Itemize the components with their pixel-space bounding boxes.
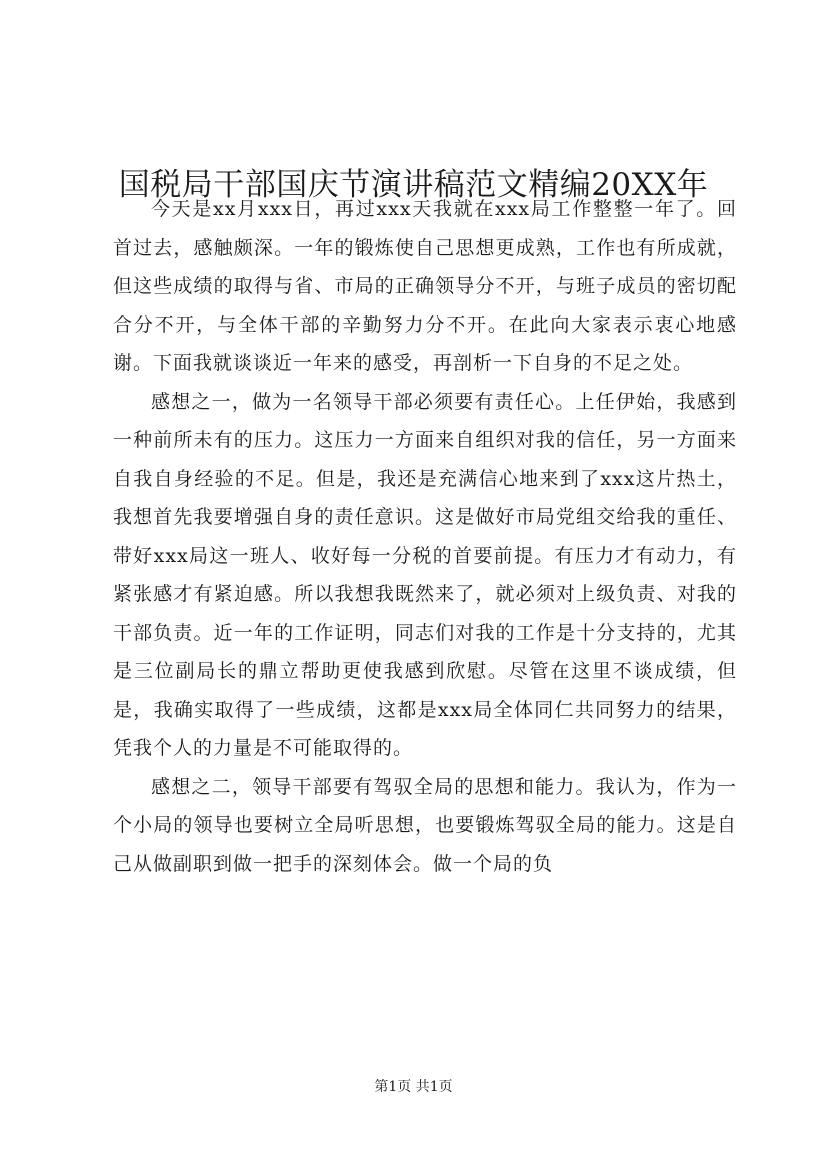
paragraph-1: 今天是xx月xxx日，再过xxx天我就在xxx局工作整整一年了。回首过去，感触颇深。一年的锻炼使自己思想更成熟，工作也有所成就，但这些成绩的取得与省、市局的正确领导分不开，与班子成员的密切配合分不开，与全体干部的辛勤努力分不开。在此向大家表示衷心地感谢。下面我就谈谈近一年来的感受，再剖析一下自身的不足之处。 bbox=[113, 198, 737, 374]
paragraph-3: 感想之二，领导干部要有驾驭全局的思想和能力。我认为，作为一个小局的领导也要树立全局听思想，也要锻炼驾驭全局的能力。这是自己从做副职到做一把手的深刻体会。做一个局的负 bbox=[113, 775, 737, 875]
paragraph-2: 感想之一，做为一名领导干部必须要有责任心。上任伊始，我感到一种前所未有的压力。这压力一方面来自组织对我的信任，另一方面来自我自身经验的不足。但是，我还是充满信心地来到了xxx这片热土，我想首先我要增强自身的责任意识。这是做好市局党组交给我的重任、带好xxx局这一班人、收好每一分税的首要前提。有压力才有动力，有紧张感才有紧迫感。所以我想我既然来了，就必须对上级负责、对我的干部负责。近一年的工作证明，同志们对我的工作是十分支持的，尤其是三位副局长的鼎立帮助更使我感到欣慰。尽管在这里不谈成绩，但是，我确实取得了一些成绩，这都是xxx局全体同仁共同努力的结果，凭我个人的力量是不可能取得的。 bbox=[113, 390, 737, 759]
document-title: 国税局干部国庆节演讲稿范文精编20XX年 bbox=[118, 166, 709, 203]
page-footer: 第1页 共1页 bbox=[374, 1079, 453, 1095]
document-body bbox=[113, 190, 737, 883]
